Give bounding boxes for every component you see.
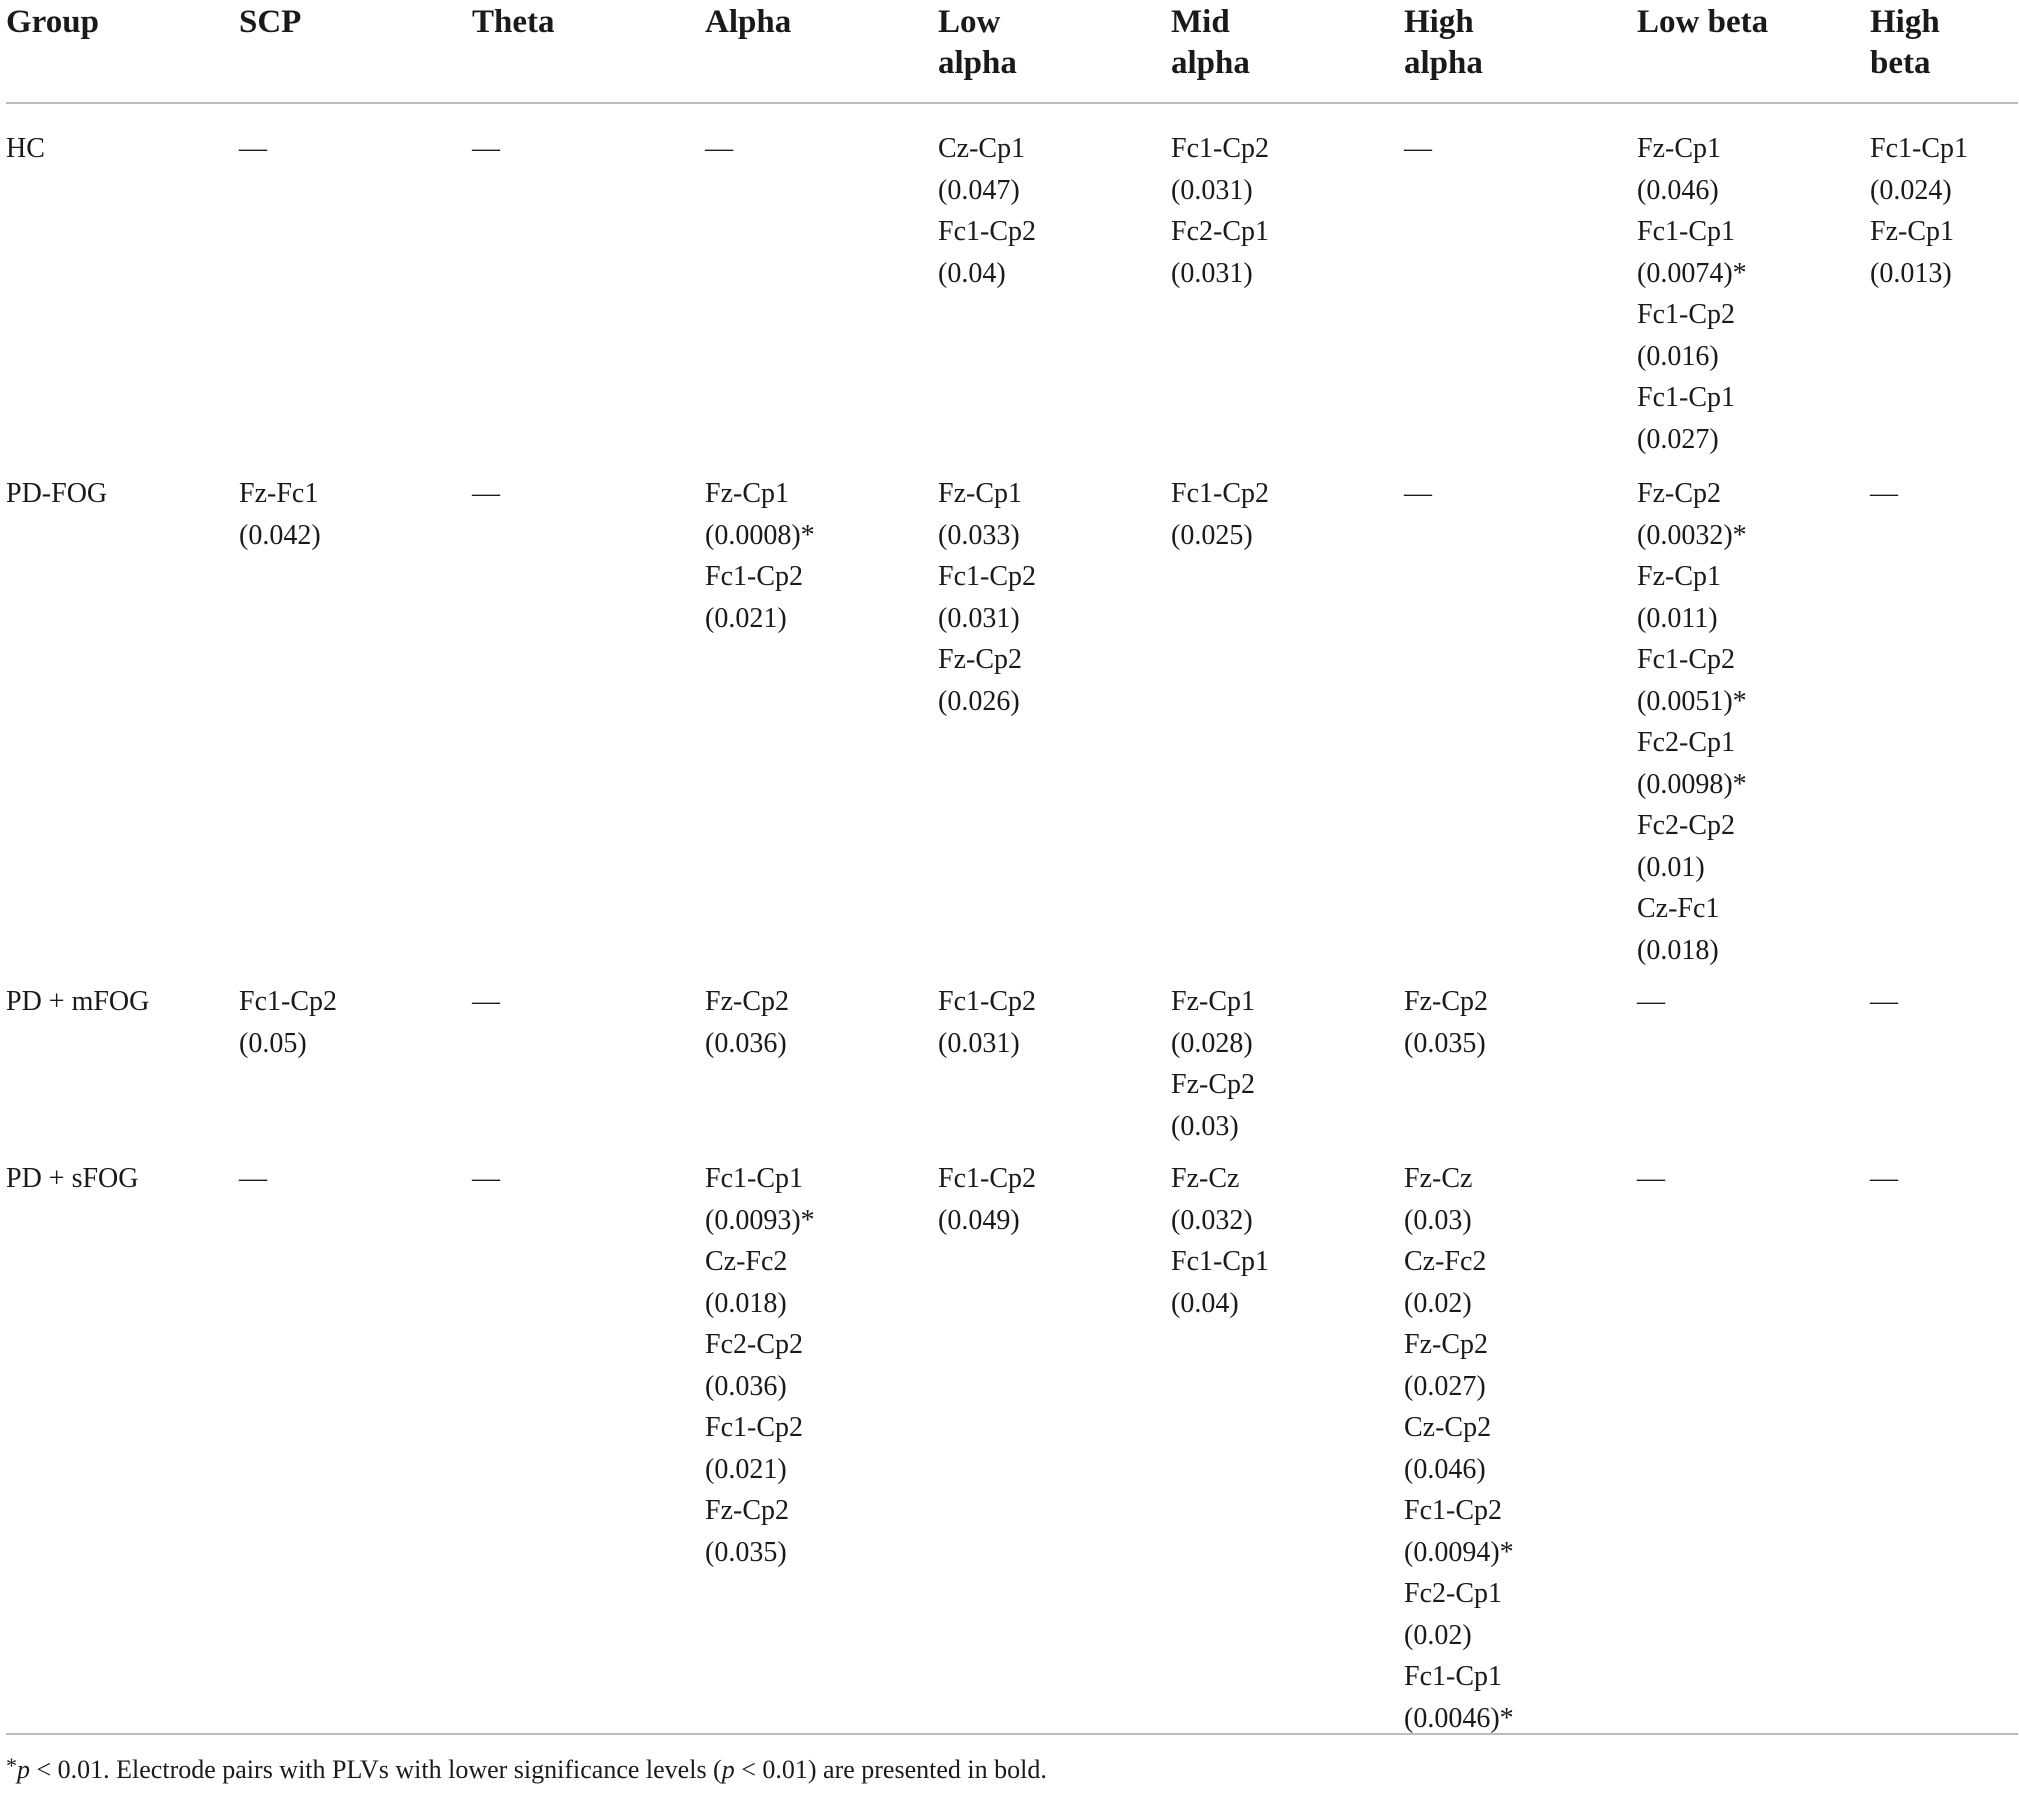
electrode-entry (938, 639, 1171, 722)
p-value: (0.016) (1637, 340, 1719, 372)
electrode-pair: Fc1-Cp2 (705, 1412, 803, 1443)
p-value: (0.036) (705, 1027, 787, 1059)
electrode-entry (1404, 1241, 1637, 1324)
empty-dash: — (472, 133, 500, 164)
p-value: (0.031) (1171, 174, 1253, 206)
table-cell (1870, 128, 2018, 473)
p-value: (0.031) (1171, 257, 1253, 289)
p-value: (0.0051)* (1637, 685, 1747, 717)
electrode-entry (705, 473, 938, 556)
electrode-entry (1870, 128, 2018, 211)
p-value: (0.02) (1404, 1287, 1472, 1319)
table-cell (1404, 981, 1637, 1158)
electrode-entry (705, 981, 938, 1064)
electrode-pair: Fc2-Cp2 (705, 1329, 803, 1360)
p-value: (0.04) (1171, 1287, 1239, 1319)
header-high-alpha: High alpha (1404, 4, 1483, 81)
electrode-entry (1404, 981, 1637, 1064)
empty-dash: — (1870, 478, 1898, 509)
table-cell (1870, 981, 2018, 1158)
p-value: (0.046) (1404, 1453, 1486, 1485)
empty-dash: — (239, 133, 267, 164)
electrode-entry (938, 981, 1171, 1064)
header-low-alpha: Low alpha (938, 4, 1017, 81)
electrode-entry (705, 1158, 938, 1241)
electrode-pair: Cz-Cp1 (938, 133, 1026, 164)
electrode-entry (1171, 981, 1404, 1064)
electrode-entry (1171, 473, 1404, 556)
header-scp: SCP (239, 4, 302, 40)
electrode-entry (1171, 128, 1404, 211)
p-value: (0.0046)* (1404, 1702, 1514, 1734)
group-label: HC (6, 133, 45, 164)
p-value: (0.031) (938, 1027, 1020, 1059)
table-cell (938, 473, 1171, 981)
group-label: PD-FOG (6, 478, 108, 509)
p-value: (0.027) (1404, 1370, 1486, 1402)
electrode-pair: Fc1-Cp2 (938, 561, 1036, 592)
p-value: (0.033) (938, 519, 1020, 551)
electrode-entry (1637, 639, 1870, 722)
electrode-pair: Fc1-Cp2 (938, 1163, 1036, 1194)
table-cell (472, 981, 705, 1158)
electrode-entry (1404, 1573, 1637, 1656)
table-row (6, 1158, 2018, 1748)
p-value: (0.0093)* (705, 1204, 815, 1236)
electrode-entry (705, 1324, 938, 1407)
electrode-pair: Cz-Fc2 (1404, 1246, 1487, 1277)
electrode-pair: Fz-Cp1 (1637, 133, 1721, 164)
electrode-pair: Cz-Fc2 (705, 1246, 788, 1277)
table-cell (1637, 1158, 1870, 1748)
electrode-entry (938, 211, 1171, 294)
electrode-entry (1404, 1158, 1637, 1241)
electrode-entry (1637, 128, 1870, 211)
empty-dash: — (1404, 478, 1432, 509)
electrode-pair: Cz-Fc1 (1637, 893, 1720, 924)
p-value: (0.0098)* (1637, 768, 1747, 800)
electrode-pair: Fc1-Cp2 (938, 216, 1036, 247)
header-high-beta: High beta (1870, 4, 1940, 81)
empty-dash: — (1870, 1163, 1898, 1194)
table-cell (239, 1158, 472, 1748)
table-cell (938, 128, 1171, 473)
p-value: (0.01) (1637, 851, 1705, 883)
p-value: (0.02) (1404, 1619, 1472, 1651)
electrode-entry (1404, 1656, 1637, 1739)
p-value: (0.03) (1404, 1204, 1472, 1236)
header-low-beta: Low beta (1637, 4, 1769, 40)
p-value: (0.026) (938, 685, 1020, 717)
group-label: PD + sFOG (6, 1163, 139, 1194)
table-row (6, 981, 2018, 1158)
p-value: (0.0008)* (705, 519, 815, 551)
footnote-p-symbol: p (17, 1755, 30, 1784)
electrode-entry (1171, 1241, 1404, 1324)
electrode-pair: Fz-Cp1 (1171, 986, 1255, 1017)
electrode-entry (938, 128, 1171, 211)
table-header-row (6, 0, 2018, 104)
header-group: Group (6, 4, 99, 40)
table-cell (705, 981, 938, 1158)
electrode-pair: Fz-Cp2 (1637, 478, 1721, 509)
electrode-pair: Fz-Cz (1171, 1163, 1240, 1194)
p-value: (0.024) (1870, 174, 1952, 206)
p-value: (0.035) (1404, 1027, 1486, 1059)
p-value: (0.0074)* (1637, 257, 1747, 289)
electrode-pair: Fz-Cp1 (938, 478, 1022, 509)
table-cell (1637, 473, 1870, 981)
electrode-pair: Fz-Cp1 (1637, 561, 1721, 592)
header-mid-alpha: Mid alpha (1171, 4, 1250, 81)
electrode-pair: Fc2-Cp2 (1637, 810, 1735, 841)
results-table (6, 0, 2018, 1787)
electrode-pair: Fc1-Cp1 (1171, 1246, 1269, 1277)
electrode-pair: Fc1-Cp1 (1637, 216, 1735, 247)
electrode-entry (1637, 722, 1870, 805)
electrode-pair: Fz-Cp2 (1171, 1069, 1255, 1100)
p-value: (0.04) (938, 257, 1006, 289)
electrode-entry (1404, 1324, 1637, 1407)
electrode-entry (1404, 1407, 1637, 1490)
table-cell (938, 1158, 1171, 1748)
electrode-pair: Fc1-Cp2 (239, 986, 337, 1017)
electrode-entry (1637, 556, 1870, 639)
table-cell (705, 473, 938, 981)
table-cell (1171, 981, 1404, 1158)
electrode-entry (705, 1407, 938, 1490)
table-cell (938, 981, 1171, 1158)
electrode-entry (1637, 294, 1870, 377)
electrode-pair: Fc2-Cp1 (1404, 1578, 1502, 1609)
electrode-pair: Fc2-Cp1 (1171, 216, 1269, 247)
table-cell (1404, 128, 1637, 473)
empty-dash: — (1870, 986, 1898, 1017)
electrode-entry (1637, 473, 1870, 556)
table-cell (1171, 1158, 1404, 1748)
header-theta: Theta (472, 4, 555, 40)
empty-dash: — (472, 986, 500, 1017)
electrode-pair: Fz-Cp2 (1404, 986, 1488, 1017)
group-label: PD + mFOG (6, 986, 150, 1017)
table-cell (1171, 128, 1404, 473)
electrode-pair: Fz-Cp2 (705, 986, 789, 1017)
electrode-pair: Fc1-Cp2 (1637, 299, 1735, 330)
p-value: (0.032) (1171, 1204, 1253, 1236)
electrode-entry (1870, 211, 2018, 294)
empty-dash: — (1637, 986, 1665, 1017)
electrode-entry (1404, 1490, 1637, 1573)
electrode-pair: Fz-Cp1 (1870, 216, 1954, 247)
electrode-pair: Fc1-Cp2 (1171, 133, 1269, 164)
electrode-entry (1637, 211, 1870, 294)
p-value: (0.013) (1870, 257, 1952, 289)
table-cell (1637, 128, 1870, 473)
empty-dash: — (1404, 133, 1432, 164)
table-cell (705, 1158, 938, 1748)
p-value: (0.031) (938, 602, 1020, 634)
p-value: (0.021) (705, 1453, 787, 1485)
electrode-entry (1171, 1158, 1404, 1241)
electrode-pair: Fz-Fc1 (239, 478, 319, 509)
footnote-text-2: < 0.01) are presented in bold. (734, 1755, 1047, 1784)
electrode-pair: Fc1-Cp2 (705, 561, 803, 592)
electrode-pair: Fc1-Cp2 (1637, 644, 1735, 675)
table-row (6, 473, 2018, 981)
electrode-pair: Fc1-Cp1 (1870, 133, 1968, 164)
electrode-entry (1637, 805, 1870, 888)
electrode-entry (938, 556, 1171, 639)
table-cell (472, 473, 705, 981)
footnote-p-symbol-2: p (721, 1755, 735, 1784)
electrode-entry (1637, 377, 1870, 460)
table-cell (1637, 981, 1870, 1158)
electrode-entry (938, 1158, 1171, 1241)
electrode-entry (239, 473, 472, 556)
empty-dash: — (1637, 1163, 1665, 1194)
p-value: (0.028) (1171, 1027, 1253, 1059)
p-value: (0.027) (1637, 423, 1719, 455)
p-value: (0.011) (1637, 602, 1718, 634)
header-alpha: Alpha (705, 4, 792, 40)
p-value: (0.036) (705, 1370, 787, 1402)
empty-dash: — (472, 1163, 500, 1194)
electrode-pair: Fc2-Cp1 (1637, 727, 1735, 758)
table-cell (1870, 473, 2018, 981)
electrode-pair: Fc1-Cp2 (938, 986, 1036, 1017)
p-value: (0.05) (239, 1027, 307, 1059)
electrode-entry (938, 473, 1171, 556)
p-value: (0.018) (705, 1287, 787, 1319)
p-value: (0.047) (938, 174, 1020, 206)
p-value: (0.035) (705, 1536, 787, 1568)
electrode-pair: Fc1-Cp2 (1171, 478, 1269, 509)
electrode-pair: Fz-Cp1 (705, 478, 789, 509)
electrode-entry (239, 981, 472, 1064)
footnote-star: * (6, 1753, 17, 1778)
table-body (6, 104, 2018, 1748)
empty-dash: — (472, 478, 500, 509)
electrode-pair: Fz-Cp2 (1404, 1329, 1488, 1360)
table-cell (1404, 1158, 1637, 1748)
footnote-text: < 0.01. Electrode pairs with PLVs with lower significance levels ( (30, 1755, 722, 1784)
table-cell (1171, 473, 1404, 981)
electrode-pair: Fc1-Cp2 (1404, 1495, 1502, 1526)
table-cell (239, 981, 472, 1158)
p-value: (0.046) (1637, 174, 1719, 206)
p-value: (0.0032)* (1637, 519, 1747, 551)
p-value: (0.0094)* (1404, 1536, 1514, 1568)
electrode-pair: Cz-Cp2 (1404, 1412, 1492, 1443)
electrode-pair: Fc1-Cp1 (705, 1163, 803, 1194)
table-cell (472, 1158, 705, 1748)
p-value: (0.018) (1637, 934, 1719, 966)
p-value: (0.03) (1171, 1110, 1239, 1142)
table-cell (705, 128, 938, 473)
electrode-pair: Fc1-Cp1 (1404, 1661, 1502, 1692)
table-cell (1870, 1158, 2018, 1748)
p-value: (0.042) (239, 519, 321, 551)
electrode-entry (1171, 1064, 1404, 1147)
table-cell (1404, 473, 1637, 981)
table-cell (239, 473, 472, 981)
empty-dash: — (239, 1163, 267, 1194)
p-value: (0.049) (938, 1204, 1020, 1236)
electrode-entry (705, 1490, 938, 1573)
electrode-entry (705, 1241, 938, 1324)
table-cell (472, 128, 705, 473)
empty-dash: — (705, 133, 733, 164)
electrode-entry (705, 556, 938, 639)
table-footnote (6, 1749, 2018, 1787)
electrode-entry (1637, 888, 1870, 971)
table-row (6, 128, 2018, 473)
electrode-pair: Fz-Cp2 (705, 1495, 789, 1526)
p-value: (0.025) (1171, 519, 1253, 551)
electrode-pair: Fz-Cp2 (938, 644, 1022, 675)
electrode-pair: Fc1-Cp1 (1637, 382, 1735, 413)
electrode-pair: Fz-Cz (1404, 1163, 1473, 1194)
electrode-entry (1171, 211, 1404, 294)
table-cell (239, 128, 472, 473)
p-value: (0.021) (705, 602, 787, 634)
